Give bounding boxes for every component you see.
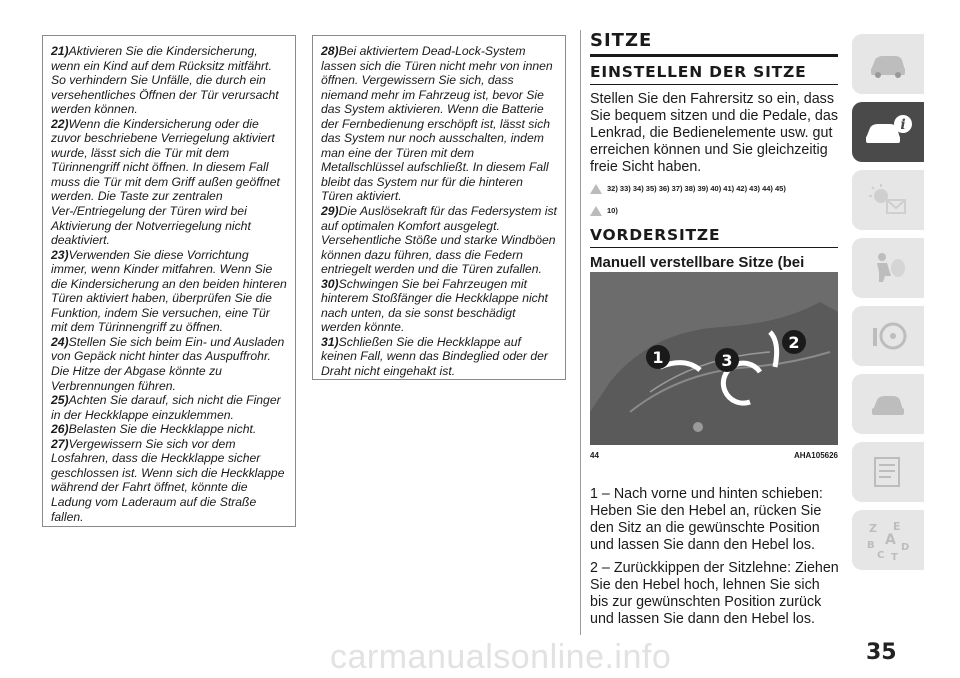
note-item: 22)Wenn die Kindersicherung oder die zuvor beschriebene Verriegelung aktiviert wurde, lässt sich die Tür mit dem Türinnengriff nicht öffnen. In diesem Fall muss die Tür mit dem Griff außen geöffnet werden. Die Taste zur zentralen Ver-/Entriegelung der Türen wird bei Aktivierung der Notverriegelung nicht deaktiviert. xyxy=(51,116,280,248)
note-item: 23)Verwenden Sie diese Vorrichtung immer, wenn Kinder mitfahren. Wenn Sie die Kindersicherung an den beiden hinteren Türen aktiviert haben, überprüfen Sie die Funktion, indem Sie versuchen, eine Tür mit dem Türinnengriff zu öffnen. xyxy=(51,247,287,335)
svg-text:i: i xyxy=(900,117,906,133)
caution-refs: 10) xyxy=(590,202,838,220)
index-alphabet-icon xyxy=(863,518,913,562)
svg-text:D: D xyxy=(901,542,910,553)
safety-notes-box-left xyxy=(42,35,296,527)
airbag-person-icon xyxy=(867,250,909,286)
seats-section xyxy=(590,30,838,290)
section-heading: EINSTELLEN DER SITZE xyxy=(590,62,807,81)
tab-dashboard[interactable] xyxy=(852,34,924,94)
adjustment-steps xyxy=(590,486,840,634)
figure-number: 44 xyxy=(590,451,599,460)
title-rule xyxy=(590,54,838,57)
service-list-icon xyxy=(867,454,909,490)
car-info-icon xyxy=(863,114,913,150)
tab-index[interactable] xyxy=(852,510,924,570)
note-item: 21)Aktivieren Sie die Kindersicherung, wenn ein Kind auf dem Rücksitz mitfährt. So verhindern Sie Unfälle, die durch ein versehentliches Öffnen der Tür verursacht werden können. xyxy=(51,44,279,117)
svg-text:2: 2 xyxy=(788,333,800,352)
step-1-text: 1 – Nach vorne und hinten schieben: Heben Sie den Hebel an, rücken Sie den Sitz an die gewünschte Position und lassen Sie dann den Hebel los. xyxy=(590,486,823,553)
note-item: 25)Achten Sie darauf, sich nicht die Finger in der Heckklappe einzuklemmen. xyxy=(51,393,281,422)
callout-1 xyxy=(646,345,670,369)
tab-service[interactable] xyxy=(852,442,924,502)
svg-text:T: T xyxy=(891,552,898,562)
step-2-text: 2 – Zurückkippen der Sitzlehne: Ziehen Sie den Hebel hoch, lehnen Sie sich bis zur gewünschten Position zurück und lassen Sie dann den Hebel los. xyxy=(590,560,839,627)
safety-notes-box-middle xyxy=(312,35,566,380)
svg-text:B: B xyxy=(867,540,875,551)
figure-code: AHA105626 xyxy=(793,451,838,460)
chapter-sidebar xyxy=(852,34,924,578)
note-item: 29)Die Auslösekraft für das Federsystem ist auf optimalen Komfort ausgelegt. Versehentliche Stöße und starke Windböen können dazu führen, dass die Federn entriegelt werden und die Türen zufallen. xyxy=(321,204,557,277)
watermark: carmanualsonline.info xyxy=(330,638,672,676)
car-dashboard-icon xyxy=(867,48,909,80)
manual-seats-heading: Manuell verstellbare Sitze (bei xyxy=(590,253,805,271)
column-divider xyxy=(580,30,581,635)
steering-wheel-icon xyxy=(867,318,909,354)
page-number: 35 xyxy=(866,640,897,665)
figure-caption xyxy=(590,451,838,463)
section-rule xyxy=(590,84,838,85)
seat-illustration xyxy=(590,272,838,445)
subsection-rule xyxy=(590,247,838,248)
tab-driving[interactable] xyxy=(852,306,924,366)
tab-warning-lights[interactable] xyxy=(852,170,924,230)
callout-3 xyxy=(715,348,739,372)
svg-text:E: E xyxy=(893,520,901,533)
svg-text:1: 1 xyxy=(652,348,664,367)
svg-text:A: A xyxy=(885,532,896,548)
note-item: 27)Vergewissern Sie sich vor dem Losfahren, dass die Heckklappe sicher geschlossen ist. Wenn sich die Heckklappe während der Fahrt öffnet, könnte die Ladung vom Laderaum auf die Straße fallen. xyxy=(51,436,285,524)
tab-safety[interactable] xyxy=(852,238,924,298)
svg-text:C: C xyxy=(877,550,885,561)
callout-2 xyxy=(782,330,806,354)
svg-text:Z: Z xyxy=(869,522,877,535)
tab-emergency[interactable] xyxy=(852,374,924,434)
car-front-icon xyxy=(867,388,909,420)
note-item: 28)Bei aktiviertem Dead-Lock-System lassen sich die Türen nicht mehr von innen öffnen. Vergewissern Sie sich, dass niemand mehr im Fahrzeug ist, bevor Sie das System aktivieren. Wenn die Batterie der Fernbedienung erschöpft ist, lässt sich das System nur noch ausschalten, indem man eine der Türen mit dem Metallschlüssel aufschließt. In diesem Fall bleibt das System nur für die hinteren Türen aktiviert. xyxy=(321,44,553,204)
note-item: 31)Schließen Sie die Heckklappe auf keinen Fall, wenn das Bindeglied oder der Draht nicht eingehakt ist. xyxy=(321,334,548,379)
note-item: 26)Belasten Sie die Heckklappe nicht. xyxy=(51,422,257,437)
note-item: 30)Schwingen Sie bei Fahrzeugen mit hinterem Stoßfänger die Heckklappe nicht nach unten, da sie sonst beschädigt werden könnte. xyxy=(321,276,548,335)
caution-triangle-icon xyxy=(590,206,602,216)
seat-adjustment-figure xyxy=(590,272,838,445)
svg-text:3: 3 xyxy=(721,351,733,370)
tab-car-info[interactable] xyxy=(852,102,924,162)
warning-lights-icon xyxy=(867,182,909,218)
warning-triangle-icon xyxy=(590,184,602,194)
note-item: 24)Stellen Sie sich beim Ein- und Ausladen von Gepäck nicht hinter das Auspuffrohr. Die Hitze der Abgase könnte zu Verbrennungen führen. xyxy=(51,334,285,393)
subsection-heading: VORDERSITZE xyxy=(590,225,721,244)
chapter-title: SITZE xyxy=(590,30,653,51)
intro-paragraph: Stellen Sie den Fahrersitz so ein, dass Sie bequem sitzen und die Pedale, das Lenkrad, die Bedienelemente usw. gut erreichen können und Sie gleichzeitig freie Sicht haben. xyxy=(590,90,838,175)
warning-refs: 32) 33) 34) 35) 36) 37) 38) 39) 40) 41) 42) 43) 44) 45) xyxy=(590,180,838,198)
